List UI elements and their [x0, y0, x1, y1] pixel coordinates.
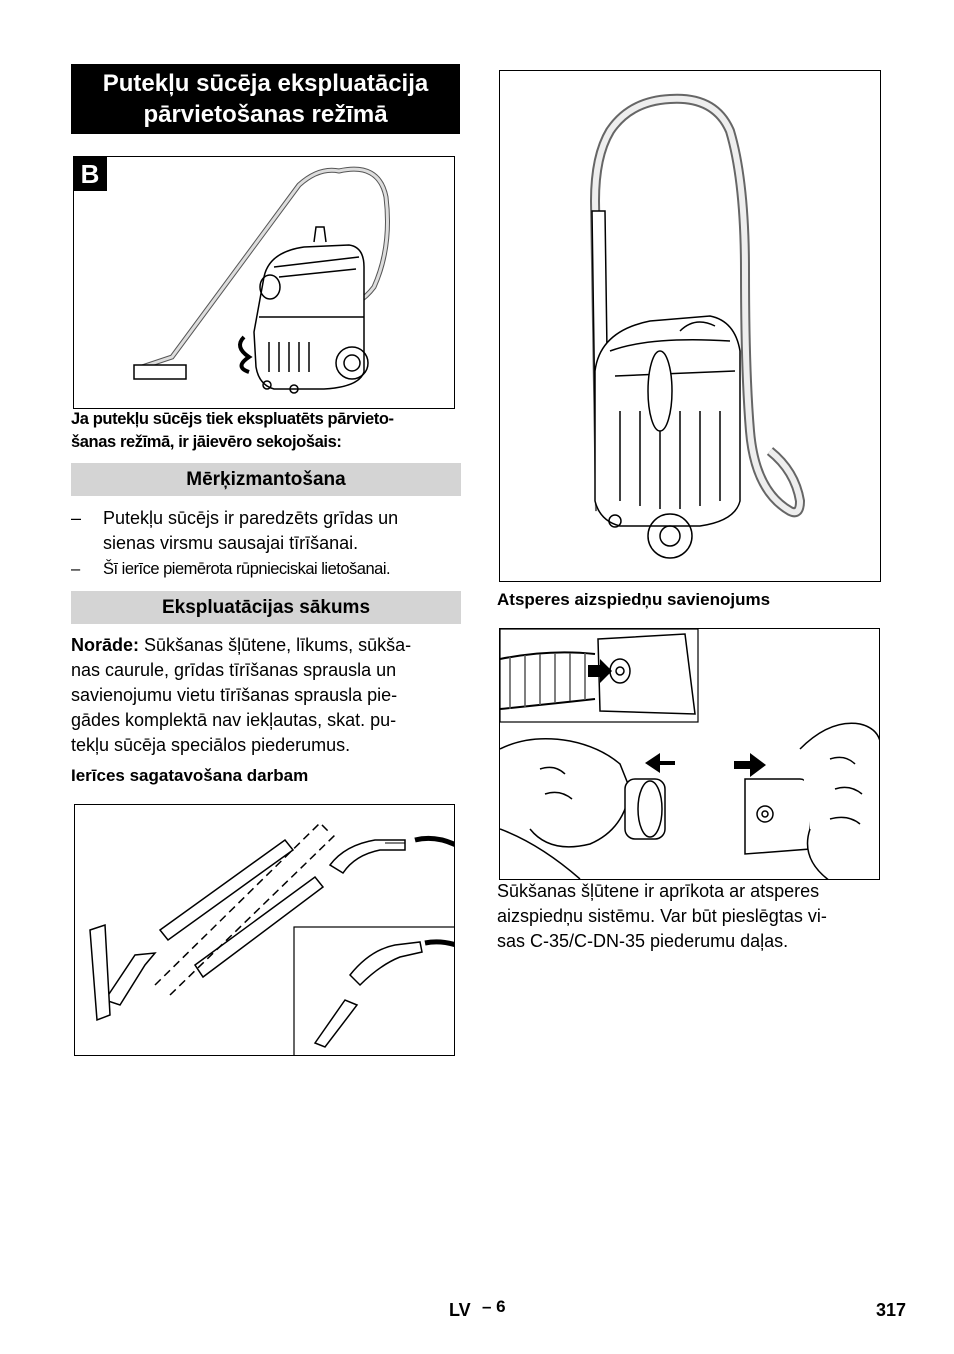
note-line-2: nas caurule, grīdas tīrīšanas sprausla un [71, 660, 397, 680]
page-number: 317 [876, 1300, 907, 1320]
note-label: Norāde: [71, 635, 140, 655]
spring-description [497, 879, 887, 954]
figure-vacuum-mobile [73, 156, 455, 409]
desc-line-1: Sūkšanas šļūtene ir aprīkota ar atsperes [497, 881, 820, 901]
note-line-4: gādes komplektā nav iekļautas, skat. pu- [71, 710, 397, 730]
note-line-5: tekļu sūcēja speciālos piederumus. [71, 735, 351, 755]
bullet-1-line-1: Putekļu sūcējs ir paredzēts grīdas un [103, 508, 399, 528]
note-line-3: savienojumu vietu tīrīšanas sprausla pie- [71, 685, 398, 705]
section-heading-start-up: Ekspluatācijas sākums [71, 591, 461, 624]
prep-heading: Ierīces sagatavošana darbam [71, 766, 309, 785]
title-line-1: Putekļu sūcēja ekspluatācija [102, 70, 429, 97]
spring-clip-illustration [500, 629, 880, 880]
title-line-2: pārvietošanas režīmā [143, 101, 388, 128]
figure-label-b: B [73, 157, 107, 191]
desc-line-3: sas C-35/C-DN-35 piederumu daļas. [497, 931, 789, 951]
bullet-1-text [103, 506, 463, 556]
vacuum-illustration [74, 157, 455, 409]
bullet-2-text: Šī ierīce piemērota rūpnieciskai lietošanai. [103, 560, 391, 578]
list-item [71, 557, 461, 583]
figure-assembly [74, 804, 455, 1056]
note-paragraph [71, 633, 463, 758]
bullet-1-line-2: sienas virsmu sausajai tīrīšanai. [103, 533, 359, 553]
intro-line-1: Ja putekļu sūcējs tiek ekspluatēts pārvieto- [71, 410, 394, 428]
vacuum-large-illustration [500, 71, 881, 582]
desc-line-2: aizspiedņu sistēmu. Var būt pieslēgtas vi- [497, 906, 827, 926]
footer-language: LV [449, 1300, 471, 1320]
bullet-dash: – [71, 560, 80, 578]
note-line-1 [71, 633, 463, 658]
assembly-illustration [75, 805, 455, 1056]
note-line-1-text: Sūkšanas šļūtene, līkums, sūkša- [139, 635, 412, 655]
list-item [71, 506, 461, 558]
section-heading-intended-use: Mērķizmantošana [71, 463, 461, 496]
figure-vacuum-large [499, 70, 881, 582]
footer-page-label: – 6 [482, 1297, 506, 1316]
intro-line-2: šanas režīmā, ir jāievēro sekojošais: [71, 433, 342, 451]
figure-spring-clip [499, 628, 880, 880]
spring-heading: Atsperes aizspiedņu savienojums [497, 590, 771, 609]
section-title [71, 64, 460, 134]
intro-text [71, 408, 463, 454]
bullet-dash: – [71, 508, 82, 528]
